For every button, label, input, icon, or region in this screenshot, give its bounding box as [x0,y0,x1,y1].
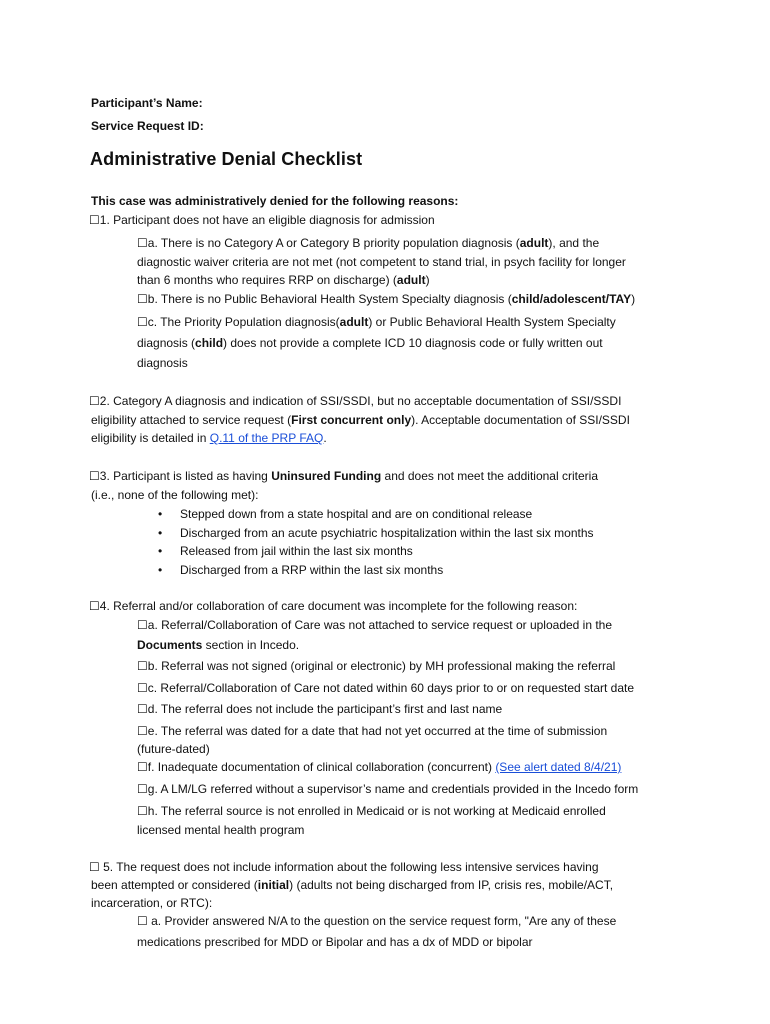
checkbox-icon[interactable]: ☐ [137,804,148,818]
item-4a: ☐a. Referral/Collaboration of Care was not attached to service request or uploaded in the [137,618,613,632]
checkbox-icon[interactable]: ☐ [137,236,148,250]
item-1: ☐1. Participant does not have an eligible diagnosis for admission [89,213,435,227]
item-1a-line3: than 6 months who requires RRP on discharge) (adult) [137,273,430,287]
item-1a-line2: diagnostic waiver criteria are not met (not competent to stand trial, in psych facility for longer [137,255,626,269]
bullet-icon: • [158,544,163,558]
prp-faq-link[interactable]: Q.11 of the PRP FAQ [209,431,324,445]
item-2-line2: eligibility attached to service request (First concurrent only). Acceptable documentation of SSI/SSDI [91,413,630,427]
checkbox-icon[interactable]: ☐ [89,860,100,874]
item-1b: ☐b. There is no Public Behavioral Health System Specialty diagnosis (child/adolescent/TAY) [137,292,636,306]
checkbox-icon[interactable]: ☐ [137,315,148,329]
item-4e-line2: (future-dated) [137,742,210,756]
item-1a: ☐a. There is no Category A or Category B priority population diagnosis (adult), and the [137,236,600,250]
item-4h: ☐h. The referral source is not enrolled in Medicaid or is not working at Medicaid enrolled [137,804,606,818]
checkbox-icon[interactable]: ☐ [137,292,148,306]
bullet-icon: • [158,507,163,521]
service-request-id-label: Service Request ID: [91,119,204,133]
checkbox-icon[interactable]: ☐ [137,618,148,632]
checkbox-icon[interactable]: ☐ [137,914,148,928]
item-4h-line2: licensed mental health program [137,823,305,837]
checkbox-icon[interactable]: ☐ [137,760,148,774]
bullet-icon: • [158,526,163,540]
bullet-text: Stepped down from a state hospital and are on conditional release [180,507,533,521]
bullet-text: Discharged from a RRP within the last six months [180,563,444,577]
checkbox-icon[interactable]: ☐ [137,702,148,716]
item-5: ☐ 5. The request does not include information about the following less intensive services having [89,860,599,874]
checkbox-icon[interactable]: ☐ [137,782,148,796]
checkbox-icon[interactable]: ☐ [89,213,100,227]
page-title: Administrative Denial Checklist [90,149,363,169]
bullet-list-item [158,561,162,579]
bullet-list-item [158,505,162,523]
bullet-text: Released from jail within the last six months [180,544,413,558]
item-4d: ☐d. The referral does not include the participant’s first and last name [137,702,503,716]
alert-link[interactable]: (See alert dated 8/4/21) [495,760,622,774]
item-4f: ☐f. Inadequate documentation of clinical collaboration (concurrent) (See alert dated 8/4/21) [137,760,622,774]
item-1c-line2: diagnosis (child) does not provide a complete ICD 10 diagnosis code or fully written out [137,336,603,350]
item-5-line3: incarceration, or RTC): [91,896,213,910]
bullet-icon: • [158,563,163,577]
checkbox-icon[interactable]: ☐ [137,724,148,738]
item-2-line3: eligibility is detailed in Q.11 of the PRP FAQ. [91,431,327,445]
item-4g: ☐g. A LM/LG referred without a supervisor’s name and credentials provided in the Incedo form [137,782,639,796]
item-5a-line2: medications prescribed for MDD or Bipolar and has a dx of MDD or bipolar [137,935,533,949]
item-1c-line3: diagnosis [137,356,188,370]
item-3: ☐3. Participant is listed as having Uninsured Funding and does not meet the additional criteria [89,469,598,483]
checkbox-icon[interactable]: ☐ [137,681,148,695]
item-4: ☐4. Referral and/or collaboration of care document was incomplete for the following reason: [89,599,578,613]
item-1c: ☐c. The Priority Population diagnosis(adult) or Public Behavioral Health System Specialty [137,315,616,329]
bullet-list-item [158,524,162,542]
item-2: ☐2. Category A diagnosis and indication of SSI/SSDI, but no acceptable documentation of SSI/SSDI [89,394,622,408]
checkbox-icon[interactable]: ☐ [89,599,100,613]
bullet-list-item [158,542,162,560]
checkbox-icon[interactable]: ☐ [89,469,100,483]
bullet-text: Discharged from an acute psychiatric hospitalization within the last six months [180,526,594,540]
intro-text: This case was administratively denied for the following reasons: [91,194,459,208]
item-5-line2: been attempted or considered (initial) (adults not being discharged from IP, crisis res, mobile/ACT, [91,878,614,892]
item-4a-line2: Documents section in Incedo. [137,638,300,652]
item-4e: ☐e. The referral was dated for a date that had not yet occurred at the time of submission [137,724,608,738]
item-3-line2: (i.e., none of the following met): [91,488,259,502]
checkbox-icon[interactable]: ☐ [89,394,100,408]
item-4c: ☐c. Referral/Collaboration of Care not dated within 60 days prior to or on requested start date [137,681,635,695]
item-5a: ☐ a. Provider answered N/A to the question on the service request form, "Are any of these [137,914,617,928]
checkbox-icon[interactable]: ☐ [137,659,148,673]
item-4b: ☐b. Referral was not signed (original or electronic) by MH professional making the referral [137,659,616,673]
participant-name-label: Participant’s Name: [91,96,203,110]
